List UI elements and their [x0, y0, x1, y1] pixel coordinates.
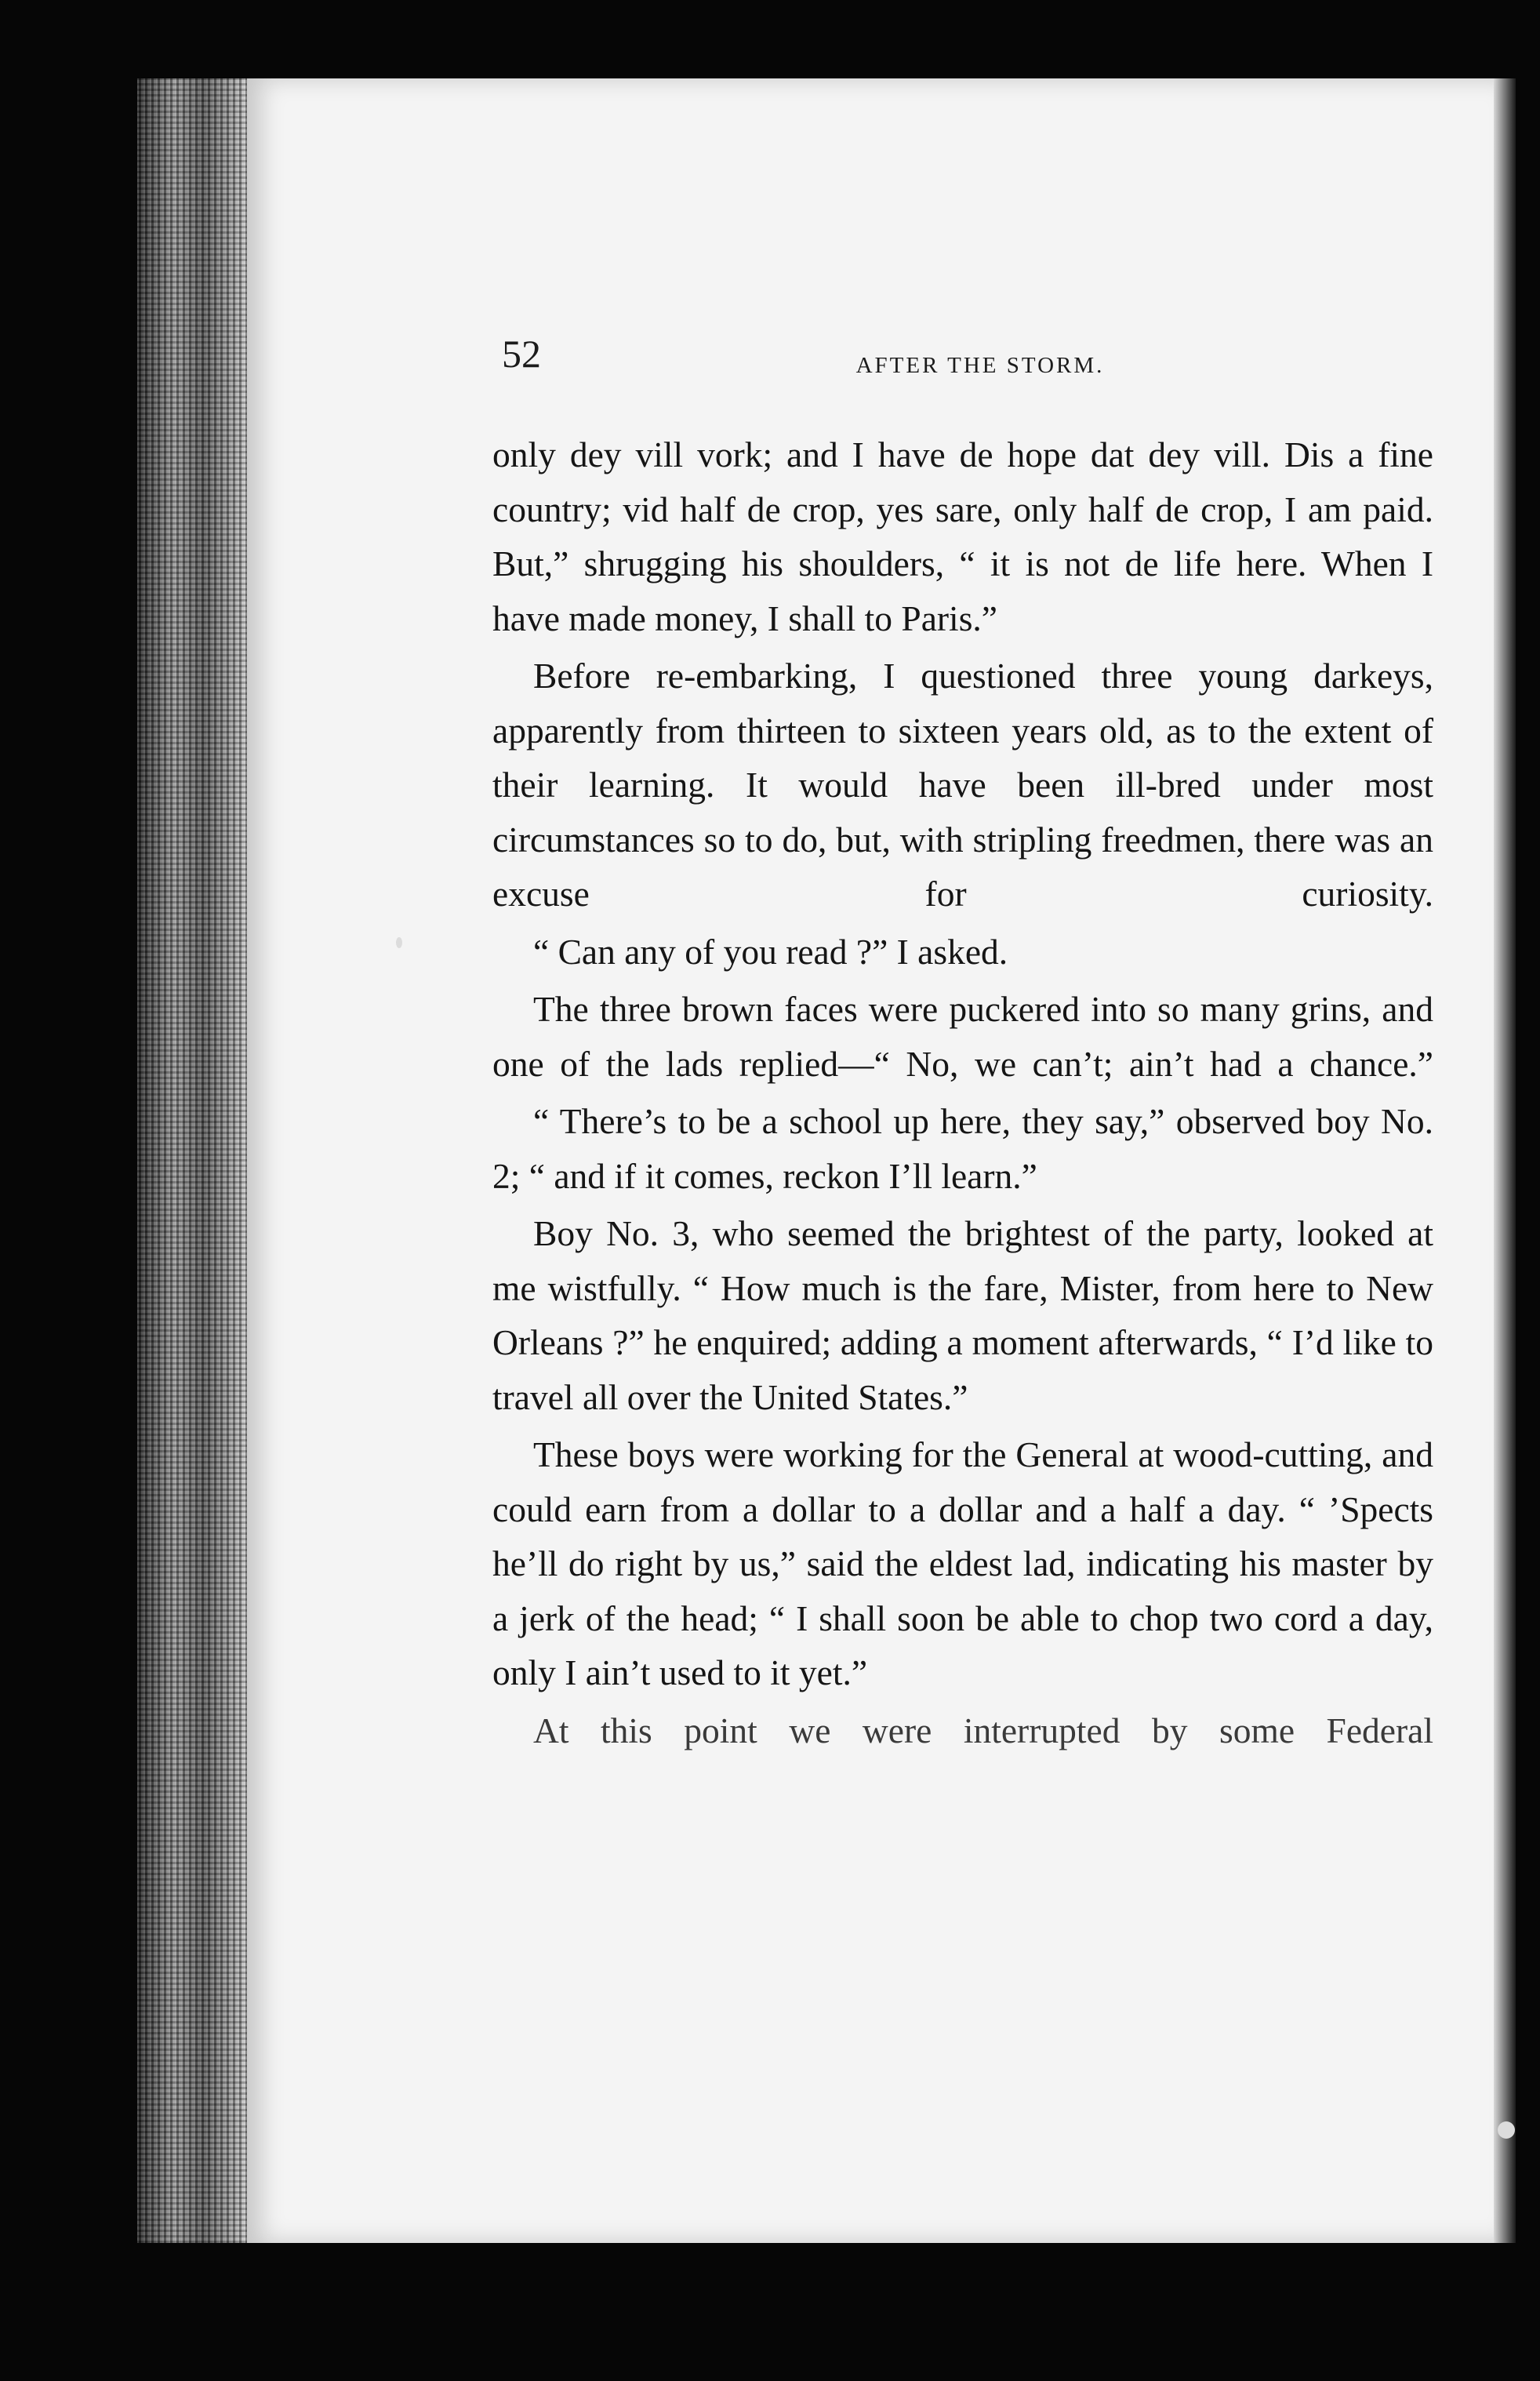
film-speck: [396, 937, 402, 948]
paragraph: “ Can any of you read ?” I asked.: [533, 931, 1008, 972]
paragraph: “ There’s to be a school up here, they say,” observed boy No. 2; “ and if it comes, reckon I’ll learn.”: [492, 1101, 1433, 1196]
page-header: [502, 329, 1427, 392]
page-number: 52: [502, 332, 541, 376]
paragraph: These boys were working for the General at wood-cutting, and could earn from a dollar to a dollar and a half a day. “ ’Spects he’ll do right by us,” said the eldest lad, indicating his master by a jerk of the head; “ I shall soon be able to chop two cord a day, only I ain’t used to it yet.”: [492, 1434, 1433, 1692]
paragraph: Before re-embarking, I questioned three young darkeys, apparently from thirteen to sixteen years old, as to the extent of their learning. It would have been ill-bred under most circumstances so to do, but, with stripling freedmen, there was an excuse for curiosity.: [492, 656, 1433, 914]
paragraph: Boy No. 3, who seemed the brightest of the party, looked at me wistfully. “ How much is the fare, Mister, from here to New Orleans ?” he enquired; adding a moment afterwards, “ I’d like to travel all over the United States.”: [492, 1213, 1433, 1417]
paragraph: At this point we were interrupted by some Federal: [533, 1710, 1433, 1750]
page-edge-shadow: [1494, 78, 1516, 2243]
running-head: AFTER THE STORM.: [855, 353, 1105, 378]
film-speck: [1498, 2121, 1515, 2139]
paragraph: The three brown faces were puckered into so many grins, and one of the lads replied—“ No, we can’t; ain’t had a chance.”: [492, 989, 1433, 1084]
body-text: [492, 427, 1433, 1758]
paragraph: only dey vill vork; and I have de hope dat dey vill. Dis a fine country; vid half de crop, yes sare, only half de crop, I am paid. But,” shrugging his shoulders, “ it is not de life here. When I have made money, I shall to Paris.”: [492, 434, 1433, 638]
book-gutter: [137, 78, 247, 2243]
